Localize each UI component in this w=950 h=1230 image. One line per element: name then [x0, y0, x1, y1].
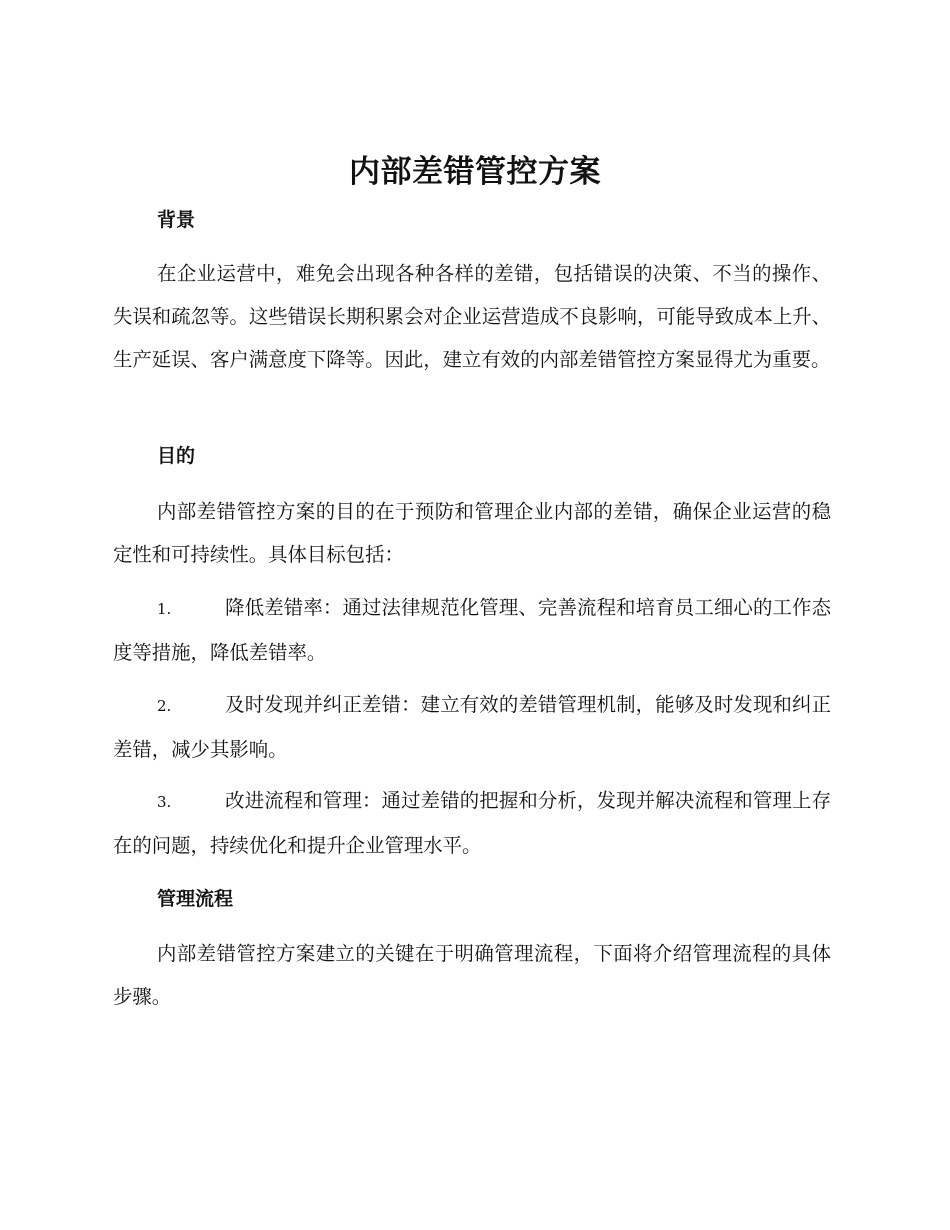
list-item-number: 1. [157, 600, 172, 618]
process-paragraph: 内部差错管控方案建立的关键在于明确管理流程，下面将介绍管理流程的具体步骤。 [113, 942, 831, 1008]
section-heading-background: 背景 [157, 209, 196, 231]
list-item [113, 779, 831, 867]
list-item-text: 及时发现并纠正差错：建立有效的差错管理机制，能够及时发现和纠正差错，减少其影响。 [113, 693, 831, 761]
section-heading-process: 管理流程 [157, 888, 234, 910]
list-item-text: 降低差错率：通过法律规范化管理、完善流程和培育员工细心的工作态度等措施，降低差错率。 [113, 596, 831, 664]
section-heading-purpose: 目的 [157, 445, 196, 467]
document-title: 内部差错管控方案 [349, 154, 601, 190]
list-item-text: 改进流程和管理：通过差错的把握和分析，发现并解决流程和管理上存在的问题，持续优化和提升企业管理水平。 [113, 789, 831, 857]
list-item-number: 2. [157, 697, 172, 715]
list-item [113, 683, 831, 771]
purpose-paragraph: 内部差错管控方案的目的在于预防和管理企业内部的差错，确保企业运营的稳定性和可持续性。具体目标包括： [113, 500, 831, 566]
list-item-number: 3. [157, 793, 172, 811]
background-paragraph: 在企业运营中，难免会出现各种各样的差错，包括错误的决策、不当的操作、失误和疏忽等。这些错误长期积累会对企业运营造成不良影响，可能导致成本上升、生产延误、客户满意度下降等。因此，建立有效的内部差错管控方案显得尤为重要。 [113, 262, 831, 371]
list-item [113, 586, 831, 674]
